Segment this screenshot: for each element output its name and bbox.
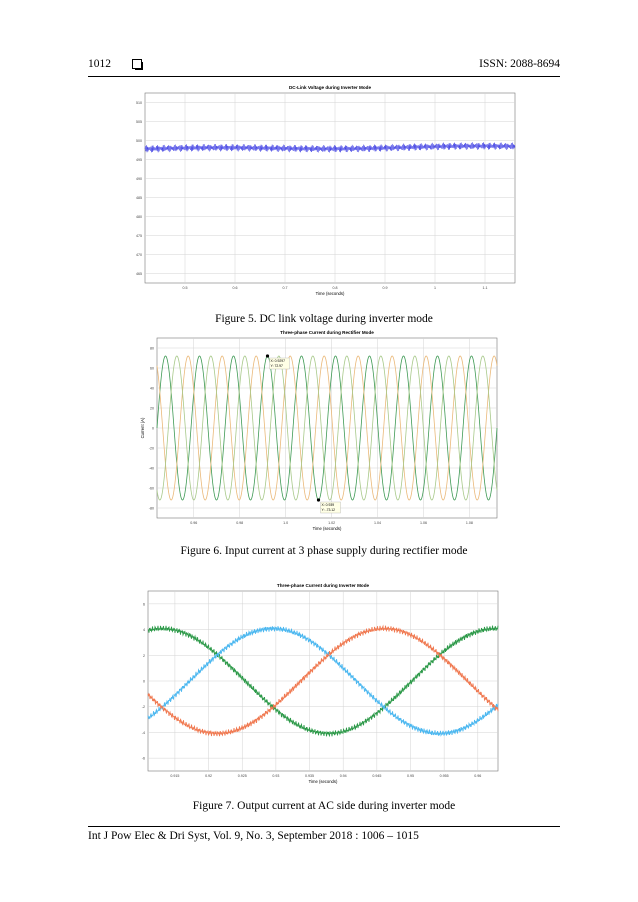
y-tick-label: 500 bbox=[136, 139, 142, 143]
y-tick-label: -4 bbox=[141, 730, 145, 735]
x-tick-label: 0.955 bbox=[439, 774, 449, 778]
chart-title: Three-phase Current during Inverter Mode bbox=[276, 583, 370, 588]
x-axis-label: Time (seconds) bbox=[315, 291, 345, 296]
y-tick-label: 465 bbox=[136, 272, 142, 276]
x-tick-label: 1.02 bbox=[328, 521, 336, 525]
figure-6-caption: Figure 6. Input current at 3 phase supply during rectifier mode bbox=[180, 545, 468, 557]
y-tick-label: -2 bbox=[141, 705, 145, 710]
x-tick-label: 0.96 bbox=[190, 521, 198, 525]
y-tick-label: -20 bbox=[148, 446, 154, 451]
y-tick-label: 2 bbox=[143, 653, 145, 658]
x-tick-label: 0.5 bbox=[182, 286, 188, 290]
y-tick-label: 475 bbox=[136, 234, 142, 238]
x-tick-label: 0.92 bbox=[205, 774, 213, 778]
y-tick-label: 60 bbox=[150, 366, 154, 371]
y-axis-label: Current (A) bbox=[140, 417, 145, 439]
data-tip-y: Y: -73.12 bbox=[321, 508, 336, 512]
x-tick-label: 0.935 bbox=[305, 774, 315, 778]
data-tip-y: Y: 72.97 bbox=[270, 364, 283, 368]
x-tick-label: 0.945 bbox=[372, 774, 382, 778]
x-tick-label: 0.8 bbox=[332, 286, 338, 290]
x-tick-label: 1 bbox=[434, 286, 436, 290]
running-header bbox=[88, 58, 560, 74]
y-tick-label: 40 bbox=[150, 386, 154, 391]
y-tick-label: -6 bbox=[141, 756, 145, 761]
y-tick-label: 495 bbox=[136, 158, 142, 162]
y-tick-label: -40 bbox=[148, 466, 154, 471]
x-tick-label: 0.6 bbox=[232, 286, 238, 290]
x-tick-label: 0.95 bbox=[407, 774, 414, 778]
data-tip-marker bbox=[266, 354, 269, 357]
y-tick-label: 4 bbox=[143, 628, 145, 633]
y-tick-label: 480 bbox=[136, 215, 142, 219]
y-tick-label: -80 bbox=[148, 506, 154, 511]
header-rule bbox=[88, 76, 560, 77]
y-tick-label: 490 bbox=[136, 177, 142, 181]
y-tick-label: 80 bbox=[150, 346, 154, 351]
x-tick-label: 1.1 bbox=[482, 286, 488, 290]
y-tick-label: 470 bbox=[136, 253, 142, 257]
y-tick-label: 20 bbox=[150, 406, 154, 411]
x-axis-label: Time (seconds) bbox=[312, 526, 342, 531]
x-tick-label: 0.98 bbox=[236, 521, 244, 525]
x-tick-label: 1.0 bbox=[283, 521, 289, 525]
x-tick-label: 0.94 bbox=[339, 774, 347, 778]
y-tick-label: -60 bbox=[148, 486, 154, 491]
x-tick-label: 0.9 bbox=[382, 286, 388, 290]
chart-title: DC-Link Voltage during Inverter Mode bbox=[288, 85, 372, 90]
y-tick-label: 0 bbox=[143, 679, 145, 684]
x-tick-label: 0.7 bbox=[282, 286, 288, 290]
figure-7-chart bbox=[140, 582, 502, 790]
x-tick-label: 0.925 bbox=[237, 774, 247, 778]
data-tip-x: X: 0.939 bbox=[321, 503, 335, 507]
page-number: 1012 bbox=[88, 58, 111, 70]
chart-title: Three-phase Current during Rectifier Mode bbox=[280, 330, 374, 335]
y-tick-label: 485 bbox=[136, 196, 142, 200]
figure-5-caption: Figure 5. DC link voltage during inverter mode bbox=[215, 313, 433, 325]
x-tick-label: 0.915 bbox=[170, 774, 180, 778]
figure-5-chart bbox=[136, 85, 520, 301]
x-tick-label: 1.04 bbox=[374, 521, 382, 525]
y-tick-label: 6 bbox=[143, 602, 145, 607]
y-tick-label: 510 bbox=[136, 101, 142, 105]
figure-6-chart bbox=[140, 330, 502, 536]
y-tick-label: 0 bbox=[152, 426, 154, 431]
data-tip-x: X: 0.9297 bbox=[270, 359, 286, 363]
footer-rule bbox=[88, 826, 560, 827]
x-tick-label: 0.96 bbox=[474, 774, 482, 778]
y-tick-label: 505 bbox=[136, 120, 142, 124]
figure-7-caption: Figure 7. Output current at AC side during inverter mode bbox=[192, 800, 456, 812]
x-tick-label: 0.93 bbox=[272, 774, 280, 778]
x-tick-label: 1.08 bbox=[465, 521, 473, 525]
issn-label: ISSN: 2088-8694 bbox=[479, 58, 560, 70]
checkbox-icon bbox=[132, 59, 142, 69]
journal-footer: Int J Pow Elec & Dri Syst, Vol. 9, No. 3, September 2018 : 1006 – 1015 bbox=[88, 830, 419, 842]
x-axis-label: Time (seconds) bbox=[308, 779, 338, 784]
data-tip-marker bbox=[317, 498, 320, 501]
x-tick-label: 1.06 bbox=[419, 521, 427, 525]
